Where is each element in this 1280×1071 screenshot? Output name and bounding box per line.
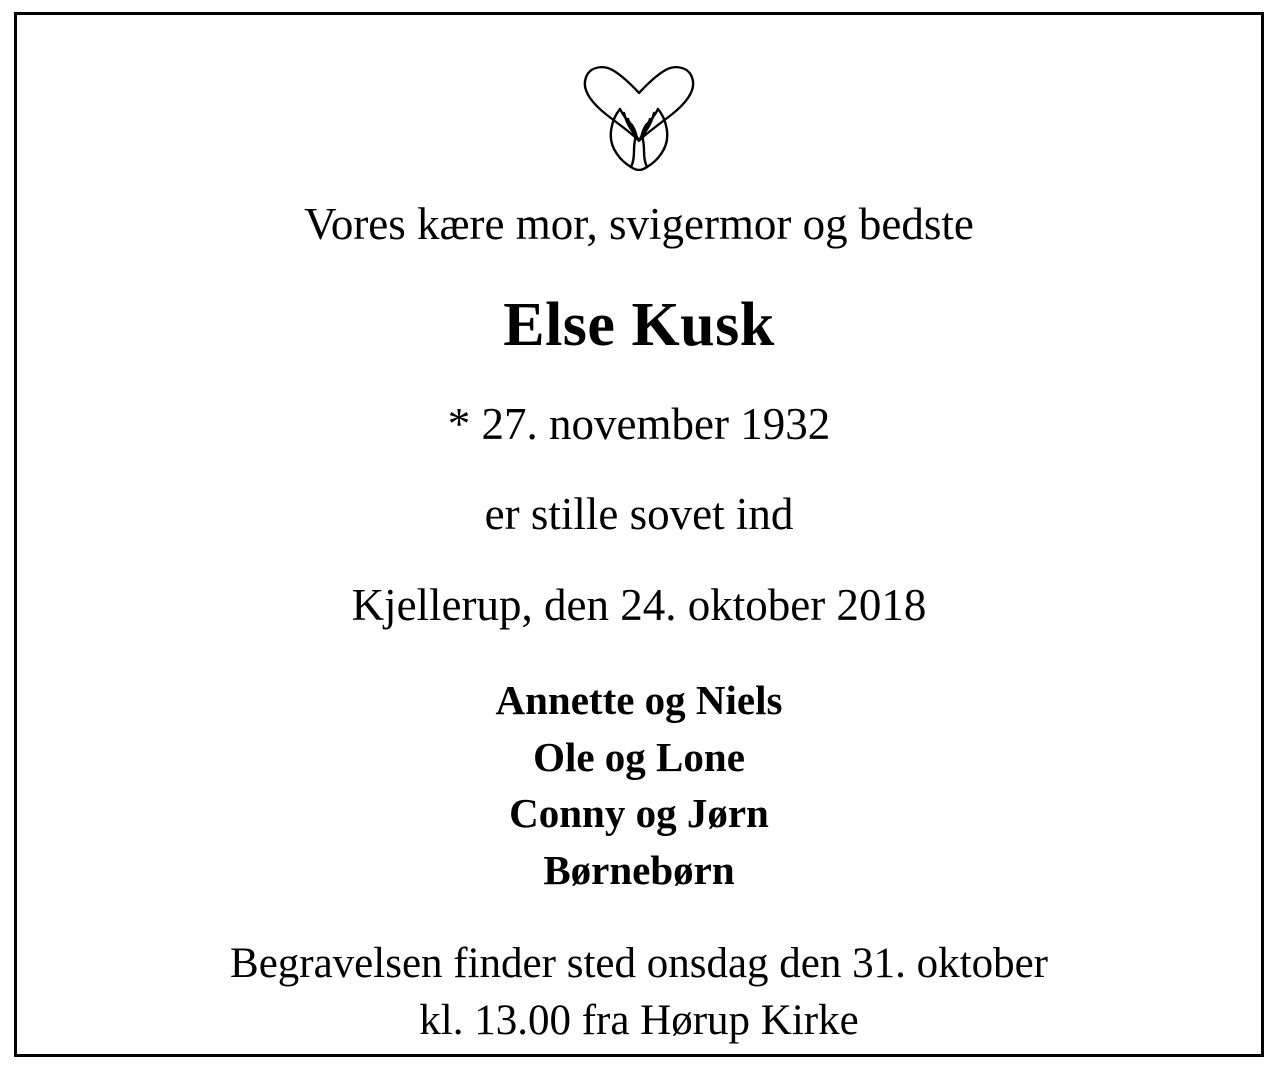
list-item: Børnebørn <box>543 846 735 893</box>
deceased-name: Else Kusk <box>503 291 775 360</box>
place-and-date: Kjellerup, den 24. oktober 2018 <box>351 579 927 630</box>
list-item: Conny og Jørn <box>509 790 769 837</box>
heart-in-hands-icon <box>574 53 704 171</box>
funeral-line: Begravelsen finder sted onsdag den 31. oktober <box>230 940 1048 988</box>
list-item: Ole og Lone <box>533 733 745 780</box>
birth-date: * 27. november 1932 <box>447 398 831 449</box>
list-item: Annette og Niels <box>495 677 783 723</box>
funeral-line: kl. 13.00 fra Hørup Kirke <box>419 997 859 1045</box>
relation-text: Vores kære mor, svigermor og bedste <box>304 199 974 249</box>
passing-text: er stille sovet ind <box>484 489 794 540</box>
survivors-list <box>496 672 783 898</box>
obituary-notice <box>14 12 1264 1057</box>
funeral-details <box>230 936 1048 1050</box>
notice-content <box>17 15 1261 1054</box>
